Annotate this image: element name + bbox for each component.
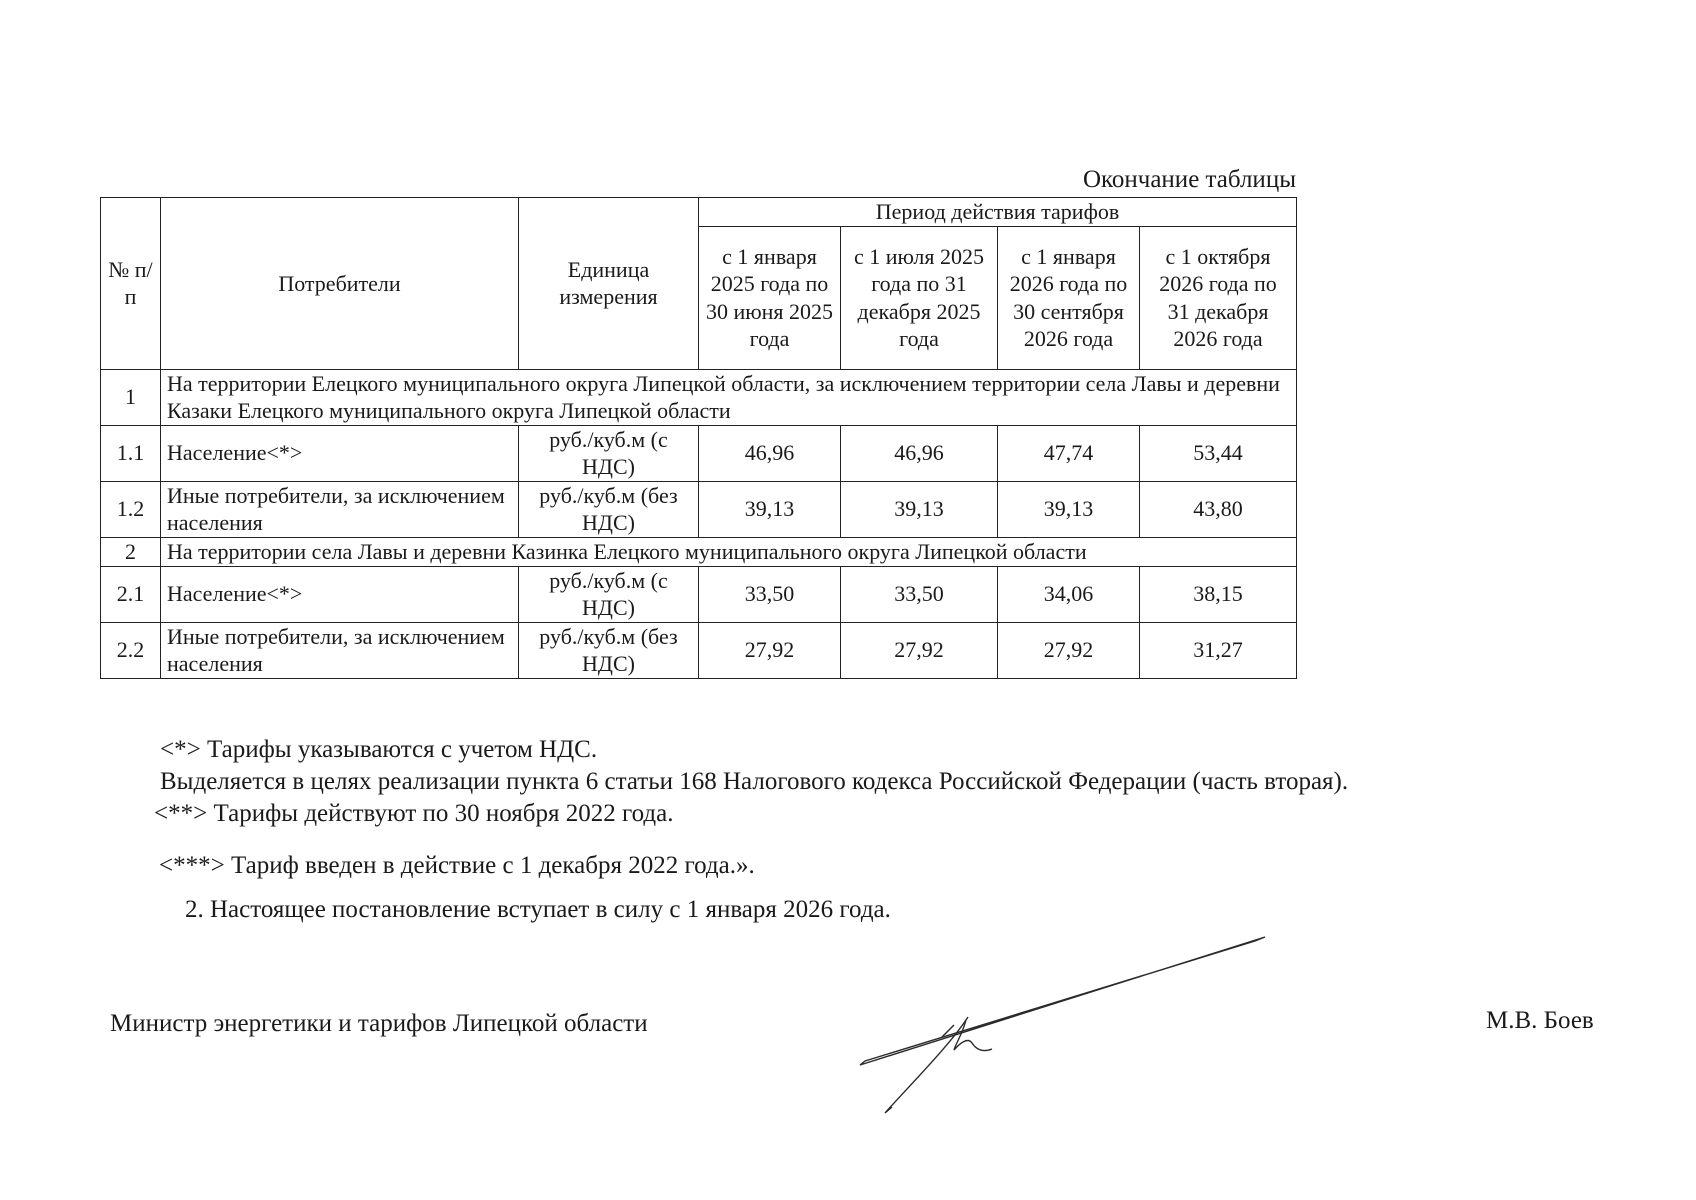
tariff-value: 47,74 [998, 425, 1140, 481]
signatory-name: М.В. Боев [1486, 1007, 1594, 1034]
footnote: <***> Тариф введен в действие с 1 декабря 2022 года.». [159, 852, 755, 879]
tariffs-table [100, 197, 1297, 679]
header-consumers: Потребители [161, 198, 519, 370]
row-num: 1.1 [101, 425, 161, 481]
tariff-value: 33,50 [841, 566, 998, 622]
row-unit: руб./куб.м (с НДС) [519, 566, 699, 622]
section-title: На территории села Лавы и деревни Казинка Елецкого муниципального округа Липецкой области [161, 537, 1297, 566]
row-consumer: Население<*> [161, 425, 519, 481]
tariff-value: 39,13 [998, 481, 1140, 537]
section-num: 1 [101, 369, 161, 425]
row-unit: руб./куб.м (без НДС) [519, 622, 699, 678]
row-num: 1.2 [101, 481, 161, 537]
row-consumer: Иные потребители, за исключением населения [161, 481, 519, 537]
footnotes [154, 734, 1560, 882]
table-row [101, 566, 1297, 622]
row-consumer: Иные потребители, за исключением населения [161, 622, 519, 678]
header-period: Период действия тарифов [699, 198, 1297, 227]
header-row [101, 198, 1297, 227]
row-num: 2.1 [101, 566, 161, 622]
footnote: <*> Тарифы указываются с учетом НДС. [160, 736, 598, 763]
header-period-1: с 1 января 2025 года по 30 июня 2025 года [699, 226, 841, 369]
tariff-value: 46,96 [841, 425, 998, 481]
tariff-value: 31,27 [1140, 622, 1297, 678]
tariff-value: 27,92 [998, 622, 1140, 678]
tariff-value: 39,13 [841, 481, 998, 537]
row-consumer: Население<*> [161, 566, 519, 622]
tariff-value: 39,13 [699, 481, 841, 537]
tariff-value: 27,92 [841, 622, 998, 678]
table-row [101, 425, 1297, 481]
table-row [101, 481, 1297, 537]
effective-date-clause: 2. Настоящее постановление вступает в силу с 1 января 2026 года. [185, 896, 891, 923]
tariff-value: 43,80 [1140, 481, 1297, 537]
handwritten-signature [850, 925, 1280, 1125]
footnote: Выделяется в целях реализации пункта 6 статьи 168 Налогового кодекса Российской Федерации (часть вторая). [160, 768, 1349, 795]
tariff-value: 33,50 [699, 566, 841, 622]
row-unit: руб./куб.м (с НДС) [519, 425, 699, 481]
tariff-value: 53,44 [1140, 425, 1297, 481]
tariff-value: 27,92 [699, 622, 841, 678]
table-continuation-caption: Окончание таблицы [1082, 166, 1296, 193]
tariff-value: 46,96 [699, 425, 841, 481]
header-period-3: с 1 января 2026 года по 30 сентября 2026 года [998, 226, 1140, 369]
header-unit: Единица измерения [519, 198, 699, 370]
signatory-title: Министр энергетики и тарифов Липецкой области [110, 1010, 648, 1037]
section-title: На территории Елецкого муниципального округа Липецкой области, за исключением территории села Лавы и деревни Казаки Елецкого муниципального округа Липецкой области [161, 369, 1297, 425]
row-num: 2.2 [101, 622, 161, 678]
header-period-2: с 1 июля 2025 года по 31 декабря 2025 года [841, 226, 998, 369]
section-row [101, 537, 1297, 566]
section-num: 2 [101, 537, 161, 566]
header-period-4: с 1 октября 2026 года по 31 декабря 2026 года [1140, 226, 1297, 369]
table-row [101, 622, 1297, 678]
section-row [101, 369, 1297, 425]
header-num: № п/п [101, 198, 161, 370]
row-unit: руб./куб.м (без НДС) [519, 481, 699, 537]
tariff-value: 34,06 [998, 566, 1140, 622]
tariff-value: 38,15 [1140, 566, 1297, 622]
footnote: <**> Тарифы действуют по 30 ноября 2022 года. [154, 800, 674, 827]
